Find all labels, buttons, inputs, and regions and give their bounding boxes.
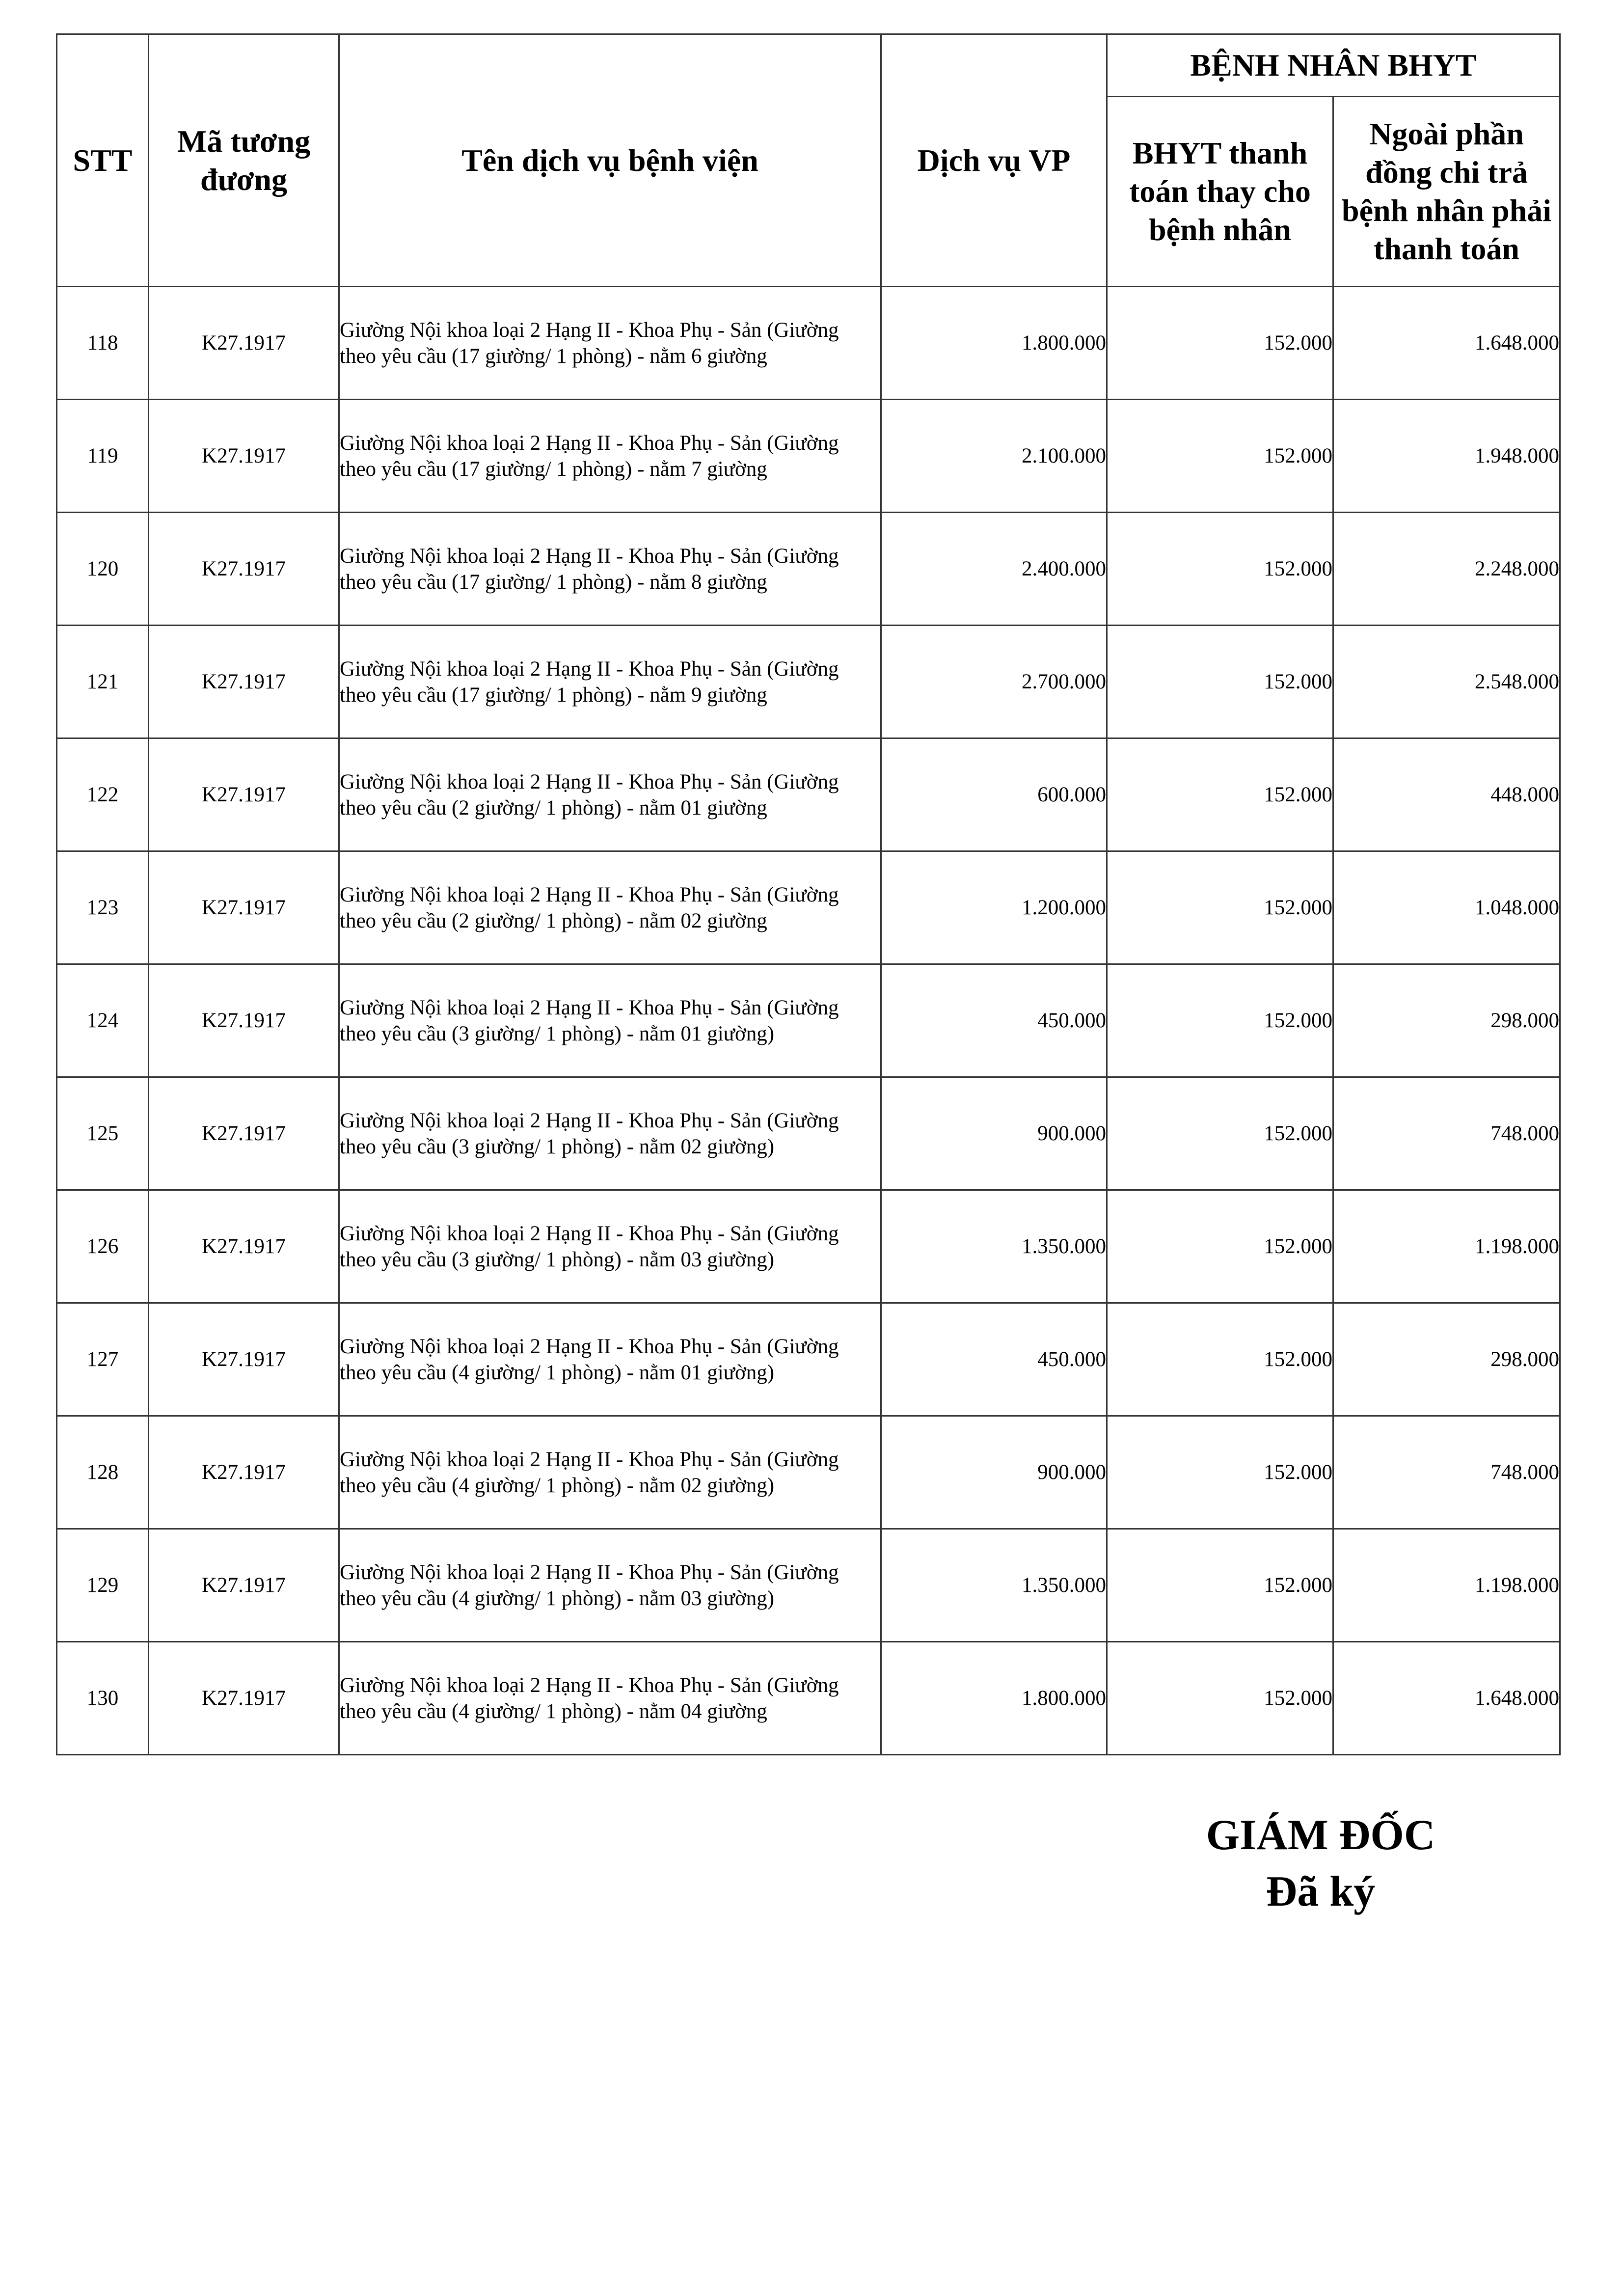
cell-patient-pays: 2.248.000 (1333, 513, 1560, 626)
cell-service-price: 1.350.000 (881, 1190, 1107, 1303)
cell-insurance-pays: 152.000 (1107, 400, 1333, 513)
header-service-price: Dịch vụ VP (881, 34, 1107, 287)
cell-insurance-pays: 152.000 (1107, 287, 1333, 400)
cell-service-name: Giường Nội khoa loại 2 Hạng II - Khoa Phụ - Sản (Giường theo yêu cầu (3 giường/ 1 phòng) - nằm 01 giường) (339, 964, 881, 1077)
header-service-name: Tên dịch vụ bệnh viện (339, 34, 881, 287)
cell-service-price: 1.200.000 (881, 851, 1107, 964)
cell-stt: 119 (57, 400, 149, 513)
header-insurance-pays: BHYT thanh toán thay cho bệnh nhân (1107, 97, 1333, 287)
cell-insurance-pays: 152.000 (1107, 1190, 1333, 1303)
cell-service-name: Giường Nội khoa loại 2 Hạng II - Khoa Phụ - Sản (Giường theo yêu cầu (3 giường/ 1 phòng) - nằm 03 giường) (339, 1190, 881, 1303)
header-bhyt-group: BỆNH NHÂN BHYT (1107, 34, 1560, 97)
cell-stt: 124 (57, 964, 149, 1077)
cell-insurance-pays: 152.000 (1107, 1077, 1333, 1190)
cell-patient-pays: 1.048.000 (1333, 851, 1560, 964)
cell-code: K27.1917 (149, 738, 339, 851)
cell-service-name: Giường Nội khoa loại 2 Hạng II - Khoa Phụ - Sản (Giường theo yêu cầu (3 giường/ 1 phòng) - nằm 02 giường) (339, 1077, 881, 1190)
table-row (57, 851, 1560, 964)
cell-code: K27.1917 (149, 1416, 339, 1529)
table-row (57, 287, 1560, 400)
cell-service-price: 450.000 (881, 1303, 1107, 1416)
cell-stt: 120 (57, 513, 149, 626)
cell-service-price: 2.400.000 (881, 513, 1107, 626)
cell-code: K27.1917 (149, 287, 339, 400)
cell-patient-pays: 748.000 (1333, 1077, 1560, 1190)
table-row (57, 1416, 1560, 1529)
cell-stt: 118 (57, 287, 149, 400)
cell-service-name: Giường Nội khoa loại 2 Hạng II - Khoa Phụ - Sản (Giường theo yêu cầu (2 giường/ 1 phòng) - nằm 02 giường (339, 851, 881, 964)
cell-code: K27.1917 (149, 1303, 339, 1416)
cell-code: K27.1917 (149, 851, 339, 964)
cell-insurance-pays: 152.000 (1107, 1529, 1333, 1642)
cell-patient-pays: 1.198.000 (1333, 1529, 1560, 1642)
header-patient-pays: Ngoài phần đồng chi trả bệnh nhân phải thanh toán (1333, 97, 1560, 287)
cell-code: K27.1917 (149, 1642, 339, 1755)
price-table (56, 33, 1561, 1755)
cell-code: K27.1917 (149, 400, 339, 513)
cell-stt: 127 (57, 1303, 149, 1416)
cell-insurance-pays: 152.000 (1107, 626, 1333, 738)
table-row (57, 964, 1560, 1077)
cell-stt: 129 (57, 1529, 149, 1642)
cell-service-name: Giường Nội khoa loại 2 Hạng II - Khoa Phụ - Sản (Giường theo yêu cầu (4 giường/ 1 phòng) - nằm 01 giường) (339, 1303, 881, 1416)
cell-service-price: 900.000 (881, 1077, 1107, 1190)
cell-service-price: 600.000 (881, 738, 1107, 851)
cell-stt: 122 (57, 738, 149, 851)
cell-stt: 123 (57, 851, 149, 964)
table-row (57, 1303, 1560, 1416)
cell-code: K27.1917 (149, 1529, 339, 1642)
cell-service-price: 2.100.000 (881, 400, 1107, 513)
cell-service-name: Giường Nội khoa loại 2 Hạng II - Khoa Phụ - Sản (Giường theo yêu cầu (4 giường/ 1 phòng) - nằm 03 giường) (339, 1529, 881, 1642)
cell-service-name: Giường Nội khoa loại 2 Hạng II - Khoa Phụ - Sản (Giường theo yêu cầu (17 giường/ 1 phòng) - nằm 7 giường (339, 400, 881, 513)
cell-stt: 125 (57, 1077, 149, 1190)
cell-code: K27.1917 (149, 964, 339, 1077)
cell-service-price: 2.700.000 (881, 626, 1107, 738)
cell-insurance-pays: 152.000 (1107, 738, 1333, 851)
cell-service-name: Giường Nội khoa loại 2 Hạng II - Khoa Phụ - Sản (Giường theo yêu cầu (17 giường/ 1 phòng) - nằm 9 giường (339, 626, 881, 738)
signature-status: Đã ký (1266, 1868, 1376, 1915)
cell-patient-pays: 298.000 (1333, 964, 1560, 1077)
cell-insurance-pays: 152.000 (1107, 1416, 1333, 1529)
table-row (57, 738, 1560, 851)
header-stt: STT (57, 34, 149, 287)
cell-service-price: 900.000 (881, 1416, 1107, 1529)
cell-code: K27.1917 (149, 513, 339, 626)
cell-service-name: Giường Nội khoa loại 2 Hạng II - Khoa Phụ - Sản (Giường theo yêu cầu (2 giường/ 1 phòng) - nằm 01 giường (339, 738, 881, 851)
cell-service-price: 1.800.000 (881, 1642, 1107, 1755)
cell-insurance-pays: 152.000 (1107, 851, 1333, 964)
cell-service-name: Giường Nội khoa loại 2 Hạng II - Khoa Phụ - Sản (Giường theo yêu cầu (17 giường/ 1 phòng) - nằm 6 giường (339, 287, 881, 400)
header-code: Mã tương đương (149, 34, 339, 287)
signature-block (1080, 1807, 1561, 1920)
cell-stt: 130 (57, 1642, 149, 1755)
cell-insurance-pays: 152.000 (1107, 513, 1333, 626)
cell-insurance-pays: 152.000 (1107, 1303, 1333, 1416)
cell-patient-pays: 2.548.000 (1333, 626, 1560, 738)
cell-insurance-pays: 152.000 (1107, 1642, 1333, 1755)
table-row (57, 626, 1560, 738)
table-body (57, 287, 1560, 1755)
cell-service-price: 1.350.000 (881, 1529, 1107, 1642)
cell-service-name: Giường Nội khoa loại 2 Hạng II - Khoa Phụ - Sản (Giường theo yêu cầu (4 giường/ 1 phòng) - nằm 02 giường) (339, 1416, 881, 1529)
cell-patient-pays: 1.948.000 (1333, 400, 1560, 513)
cell-patient-pays: 1.648.000 (1333, 1642, 1560, 1755)
signature-title: GIÁM ĐỐC (1206, 1811, 1435, 1859)
table-header (57, 34, 1560, 287)
table-row (57, 513, 1560, 626)
cell-patient-pays: 1.648.000 (1333, 287, 1560, 400)
cell-service-name: Giường Nội khoa loại 2 Hạng II - Khoa Phụ - Sản (Giường theo yêu cầu (17 giường/ 1 phòng) - nằm 8 giường (339, 513, 881, 626)
cell-patient-pays: 448.000 (1333, 738, 1560, 851)
cell-insurance-pays: 152.000 (1107, 964, 1333, 1077)
cell-patient-pays: 1.198.000 (1333, 1190, 1560, 1303)
cell-service-price: 1.800.000 (881, 287, 1107, 400)
cell-service-name: Giường Nội khoa loại 2 Hạng II - Khoa Phụ - Sản (Giường theo yêu cầu (4 giường/ 1 phòng) - nằm 04 giường (339, 1642, 881, 1755)
cell-stt: 121 (57, 626, 149, 738)
table-row (57, 1529, 1560, 1642)
cell-patient-pays: 748.000 (1333, 1416, 1560, 1529)
cell-stt: 126 (57, 1190, 149, 1303)
table-row (57, 1190, 1560, 1303)
table-row (57, 1642, 1560, 1755)
table-row (57, 1077, 1560, 1190)
cell-stt: 128 (57, 1416, 149, 1529)
cell-code: K27.1917 (149, 1077, 339, 1190)
cell-service-price: 450.000 (881, 964, 1107, 1077)
cell-code: K27.1917 (149, 1190, 339, 1303)
cell-code: K27.1917 (149, 626, 339, 738)
table-row (57, 400, 1560, 513)
cell-patient-pays: 298.000 (1333, 1303, 1560, 1416)
